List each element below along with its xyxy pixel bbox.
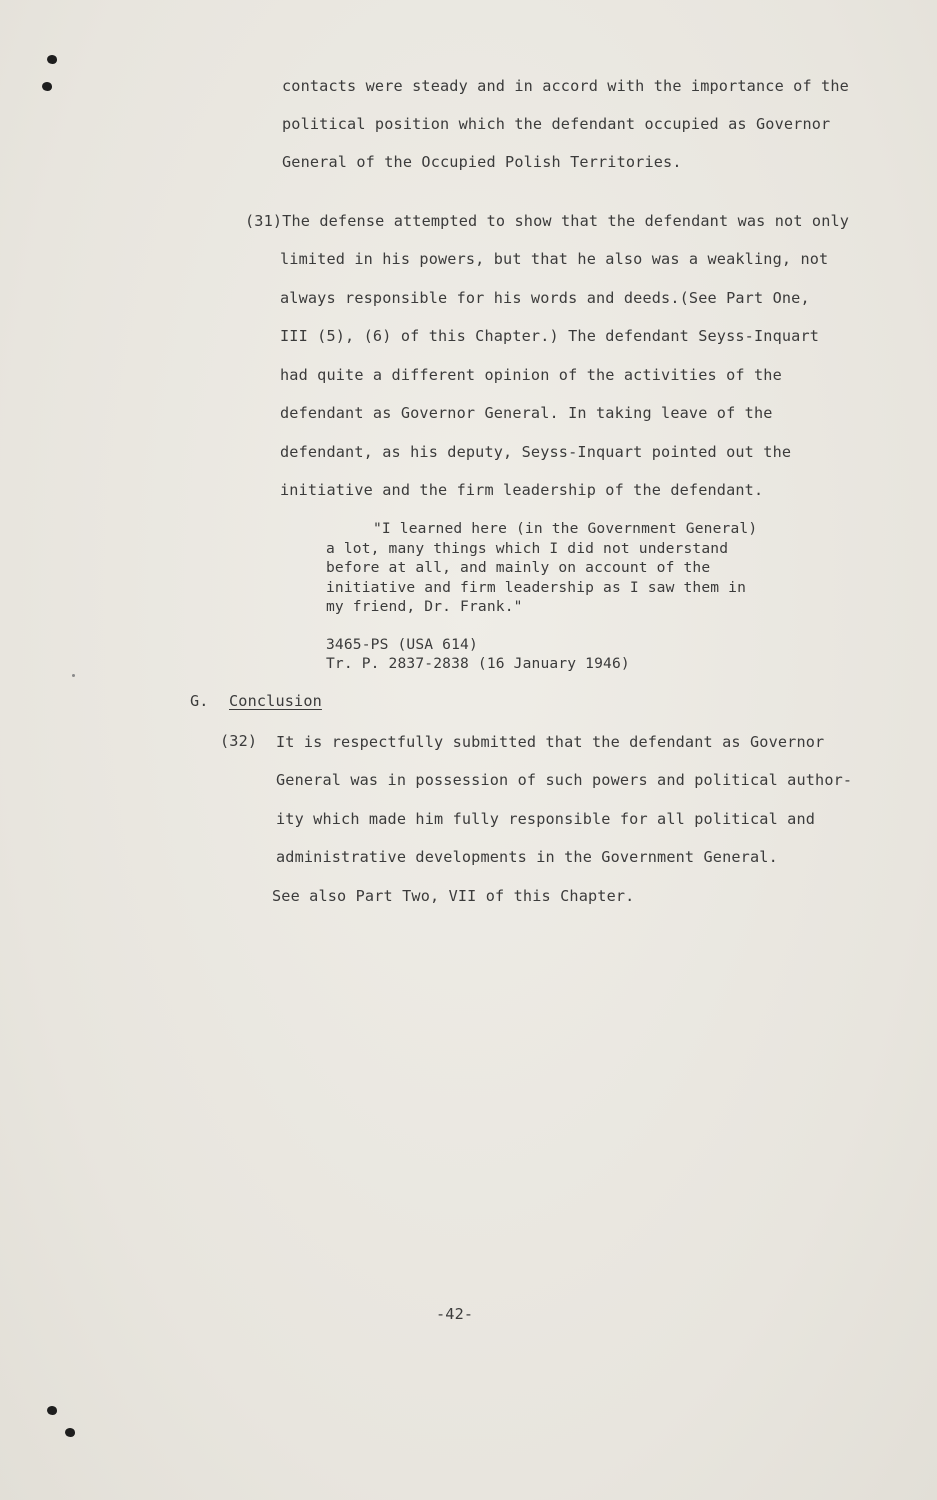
paragraph-31-line: limited in his powers, but that he also was a weakling, not [280,250,829,268]
punch-hole-mark [42,82,52,91]
paper-speck [72,674,75,677]
citation-line: 3465-PS (USA 614) [326,636,478,653]
paragraph-31-line: had quite a different opinion of the activities of the [280,366,782,384]
paragraph-31-line: initiative and the firm leadership of the defendant. [280,481,764,499]
section-heading: Conclusion [229,692,322,710]
punch-hole-mark [65,1428,75,1437]
paragraph-31-line: defendant as Governor General. In taking leave of the [280,404,773,422]
paragraph-32-line: General was in possession of such powers and political author- [276,771,853,789]
paragraph-31-line: defendant, as his deputy, Seyss-Inquart pointed out the [280,443,792,461]
punch-hole-mark [47,1406,57,1415]
quotation-line: initiative and firm leadership as I saw them in [326,579,747,596]
paragraph-32-number: (32) [220,732,258,750]
paragraph-31-line: (31)The defense attempted to show that the defendant was not only [245,212,850,230]
quotation-line: before at all, and mainly on account of the [326,559,711,576]
section-letter: G. [190,692,209,710]
quotation-line: a lot, many things which I did not understand [326,540,729,557]
citation-line: Tr. P. 2837-2838 (16 January 1946) [326,655,630,672]
quotation-line: my friend, Dr. Frank." [326,598,523,615]
page-number: -42- [436,1305,474,1323]
paragraph-31-line: always responsible for his words and deeds.(See Part One, [280,289,810,307]
continuation-line: political position which the defendant occupied as Governor [282,115,831,133]
paragraph-32-line: administrative developments in the Government General. [276,848,778,866]
paragraph-31-line: III (5), (6) of this Chapter.) The defendant Seyss-Inquart [280,327,820,345]
continuation-line: General of the Occupied Polish Territories. [282,153,682,171]
punch-hole-mark [47,55,57,64]
paragraph-32-line: It is respectfully submitted that the defendant as Governor [276,733,825,751]
paragraph-32-line: ity which made him fully responsible for all political and [276,810,816,828]
quotation-line: "I learned here (in the Government General) [373,520,758,537]
paragraph-32-line: See also Part Two, VII of this Chapter. [272,887,635,905]
continuation-line: contacts were steady and in accord with the importance of the [282,77,849,95]
